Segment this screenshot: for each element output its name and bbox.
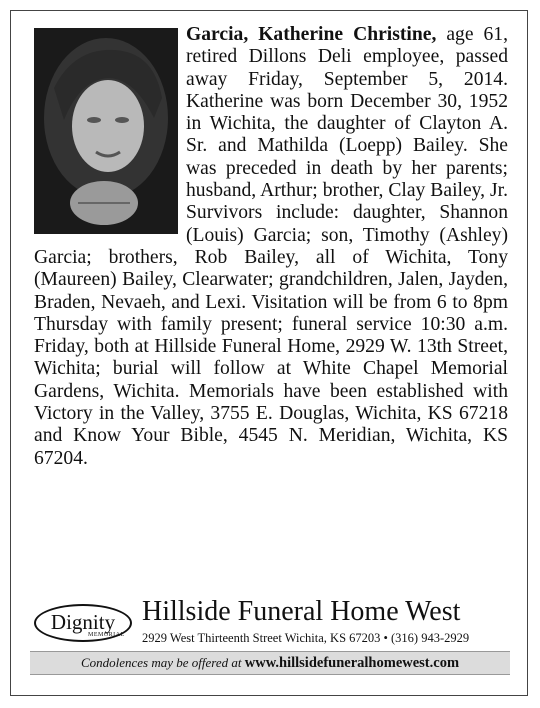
portrait-photo	[34, 28, 178, 234]
condolences-link[interactable]: www.hillsidefuneralhomewest.com	[244, 655, 460, 671]
dignity-logo-word: Dignity	[50, 610, 116, 634]
funeral-home-name: Hillside Funeral Home West	[142, 596, 461, 627]
dignity-logo-subtext: MEMORIAL	[88, 632, 125, 638]
funeral-home-address: 2929 West Thirteenth Street Wichita, KS 67203 • (316) 943-2929	[142, 631, 470, 645]
deceased-name: Garcia, Katherine Christine,	[186, 24, 437, 45]
condolences-bar	[30, 651, 510, 675]
condolences-text: Condolences may be offered at	[80, 655, 242, 670]
funeral-home-banner	[34, 596, 508, 646]
obituary-body	[34, 24, 508, 470]
dignity-logo	[34, 604, 132, 642]
obituary-text: age 61, retired Dillons Deli employee, passed away Friday, September 5, 2014. Katherine was born December 30, 1952 in Wichita, the daughter of Clayton A. Sr. and Mathilda (Loepp) Bailey. She was preceded in death by her parents; husband, Arthur; brother, Clay Bailey, Jr. Survivors include: daughter, Shannon (Louis) Garcia; son, Timothy (Ashley) Garcia; brothers, Rob Bailey, all of Wichita, Tony (Maureen) Bailey, Clearwater; grandchildren, Jalen, Jayden, Braden, Nevaeh, and Lexi. Visitation will be from 6 to 8pm Thursday with family present; funeral service 10:30 a.m. Friday, both at Hillside Funeral Home, 2929 W. 13th Street, Wichita; burial will follow at White Chapel Memorial Gardens, Wichita. Memorials have been established with Victory in the Valley, 3755 E. Douglas, Wichita, KS 67218 and Know Your Bible, 4545 N. Meridian, Wichita, KS 67204.	[34, 24, 508, 469]
